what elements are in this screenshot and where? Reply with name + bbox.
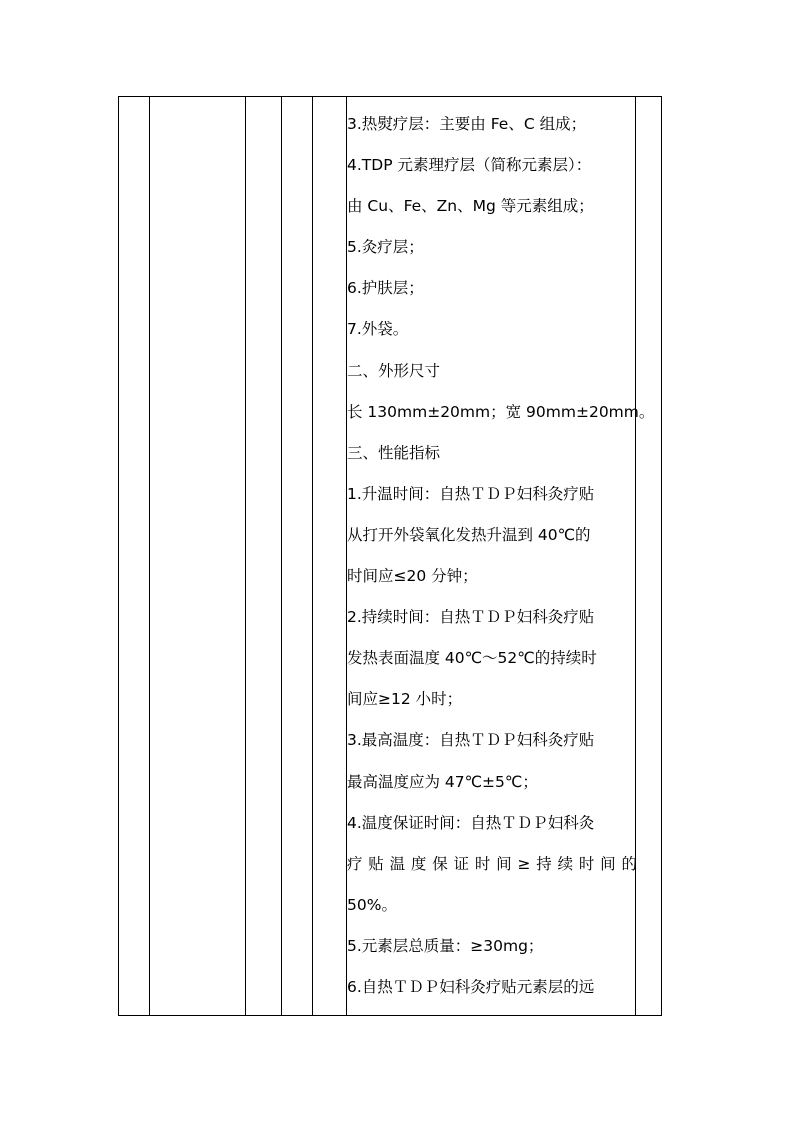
specification-cell	[347, 104, 655, 1008]
text-line: 3.热熨疗层：主要由 Fe、C 组成；	[347, 115, 587, 133]
section-heading: 二、外形尺寸	[347, 361, 441, 380]
text-line: 6.护肤层；	[347, 279, 424, 298]
text-line: 7.外袋。	[347, 320, 409, 339]
text-line: 5.灸疗层；	[347, 238, 424, 257]
text-line: 时间应≤20 分钟；	[347, 567, 478, 586]
text-line: 发热表面温度 40℃～52℃的持续时	[347, 649, 597, 668]
column-divider	[281, 97, 282, 1015]
text-line: 2.持续时间：自热ＴＤＰ妇科灸疗贴	[347, 608, 595, 627]
text-line: 4.温度保证时间：自热ＴＤＰ妇科灸	[347, 813, 595, 832]
text-line: 疗贴温度保证时间≥持续时间的	[347, 854, 637, 873]
section-heading: 三、性能指标	[347, 443, 441, 462]
column-divider	[245, 97, 246, 1015]
text-line: 4.TDP 元素理疗层（简称元素层）：	[347, 156, 592, 175]
column-divider	[312, 97, 313, 1015]
text-line: 6.自热ＴＤＰ妇科灸疗贴元素层的远	[347, 977, 595, 996]
text-line: 从打开外袋氧化发热升温到 40℃的	[347, 525, 591, 544]
text-line: 3.最高温度：自热ＴＤＰ妇科灸疗贴	[347, 731, 595, 750]
text-line: 最高温度应为 47℃±5℃；	[347, 772, 538, 791]
text-line: 50%。	[347, 895, 397, 914]
text-line: 1.升温时间：自热ＴＤＰ妇科灸疗贴	[347, 484, 595, 503]
column-divider	[149, 97, 150, 1015]
text-line: 长 130mm±20mm；宽 90mm±20mm。	[347, 402, 655, 421]
text-line: 由 Cu、Fe、Zn、Mg 等元素组成；	[347, 197, 594, 216]
text-line: 5.元素层总质量：≥30mg；	[347, 936, 544, 955]
text-line: 间应≥12 小时；	[347, 690, 463, 709]
